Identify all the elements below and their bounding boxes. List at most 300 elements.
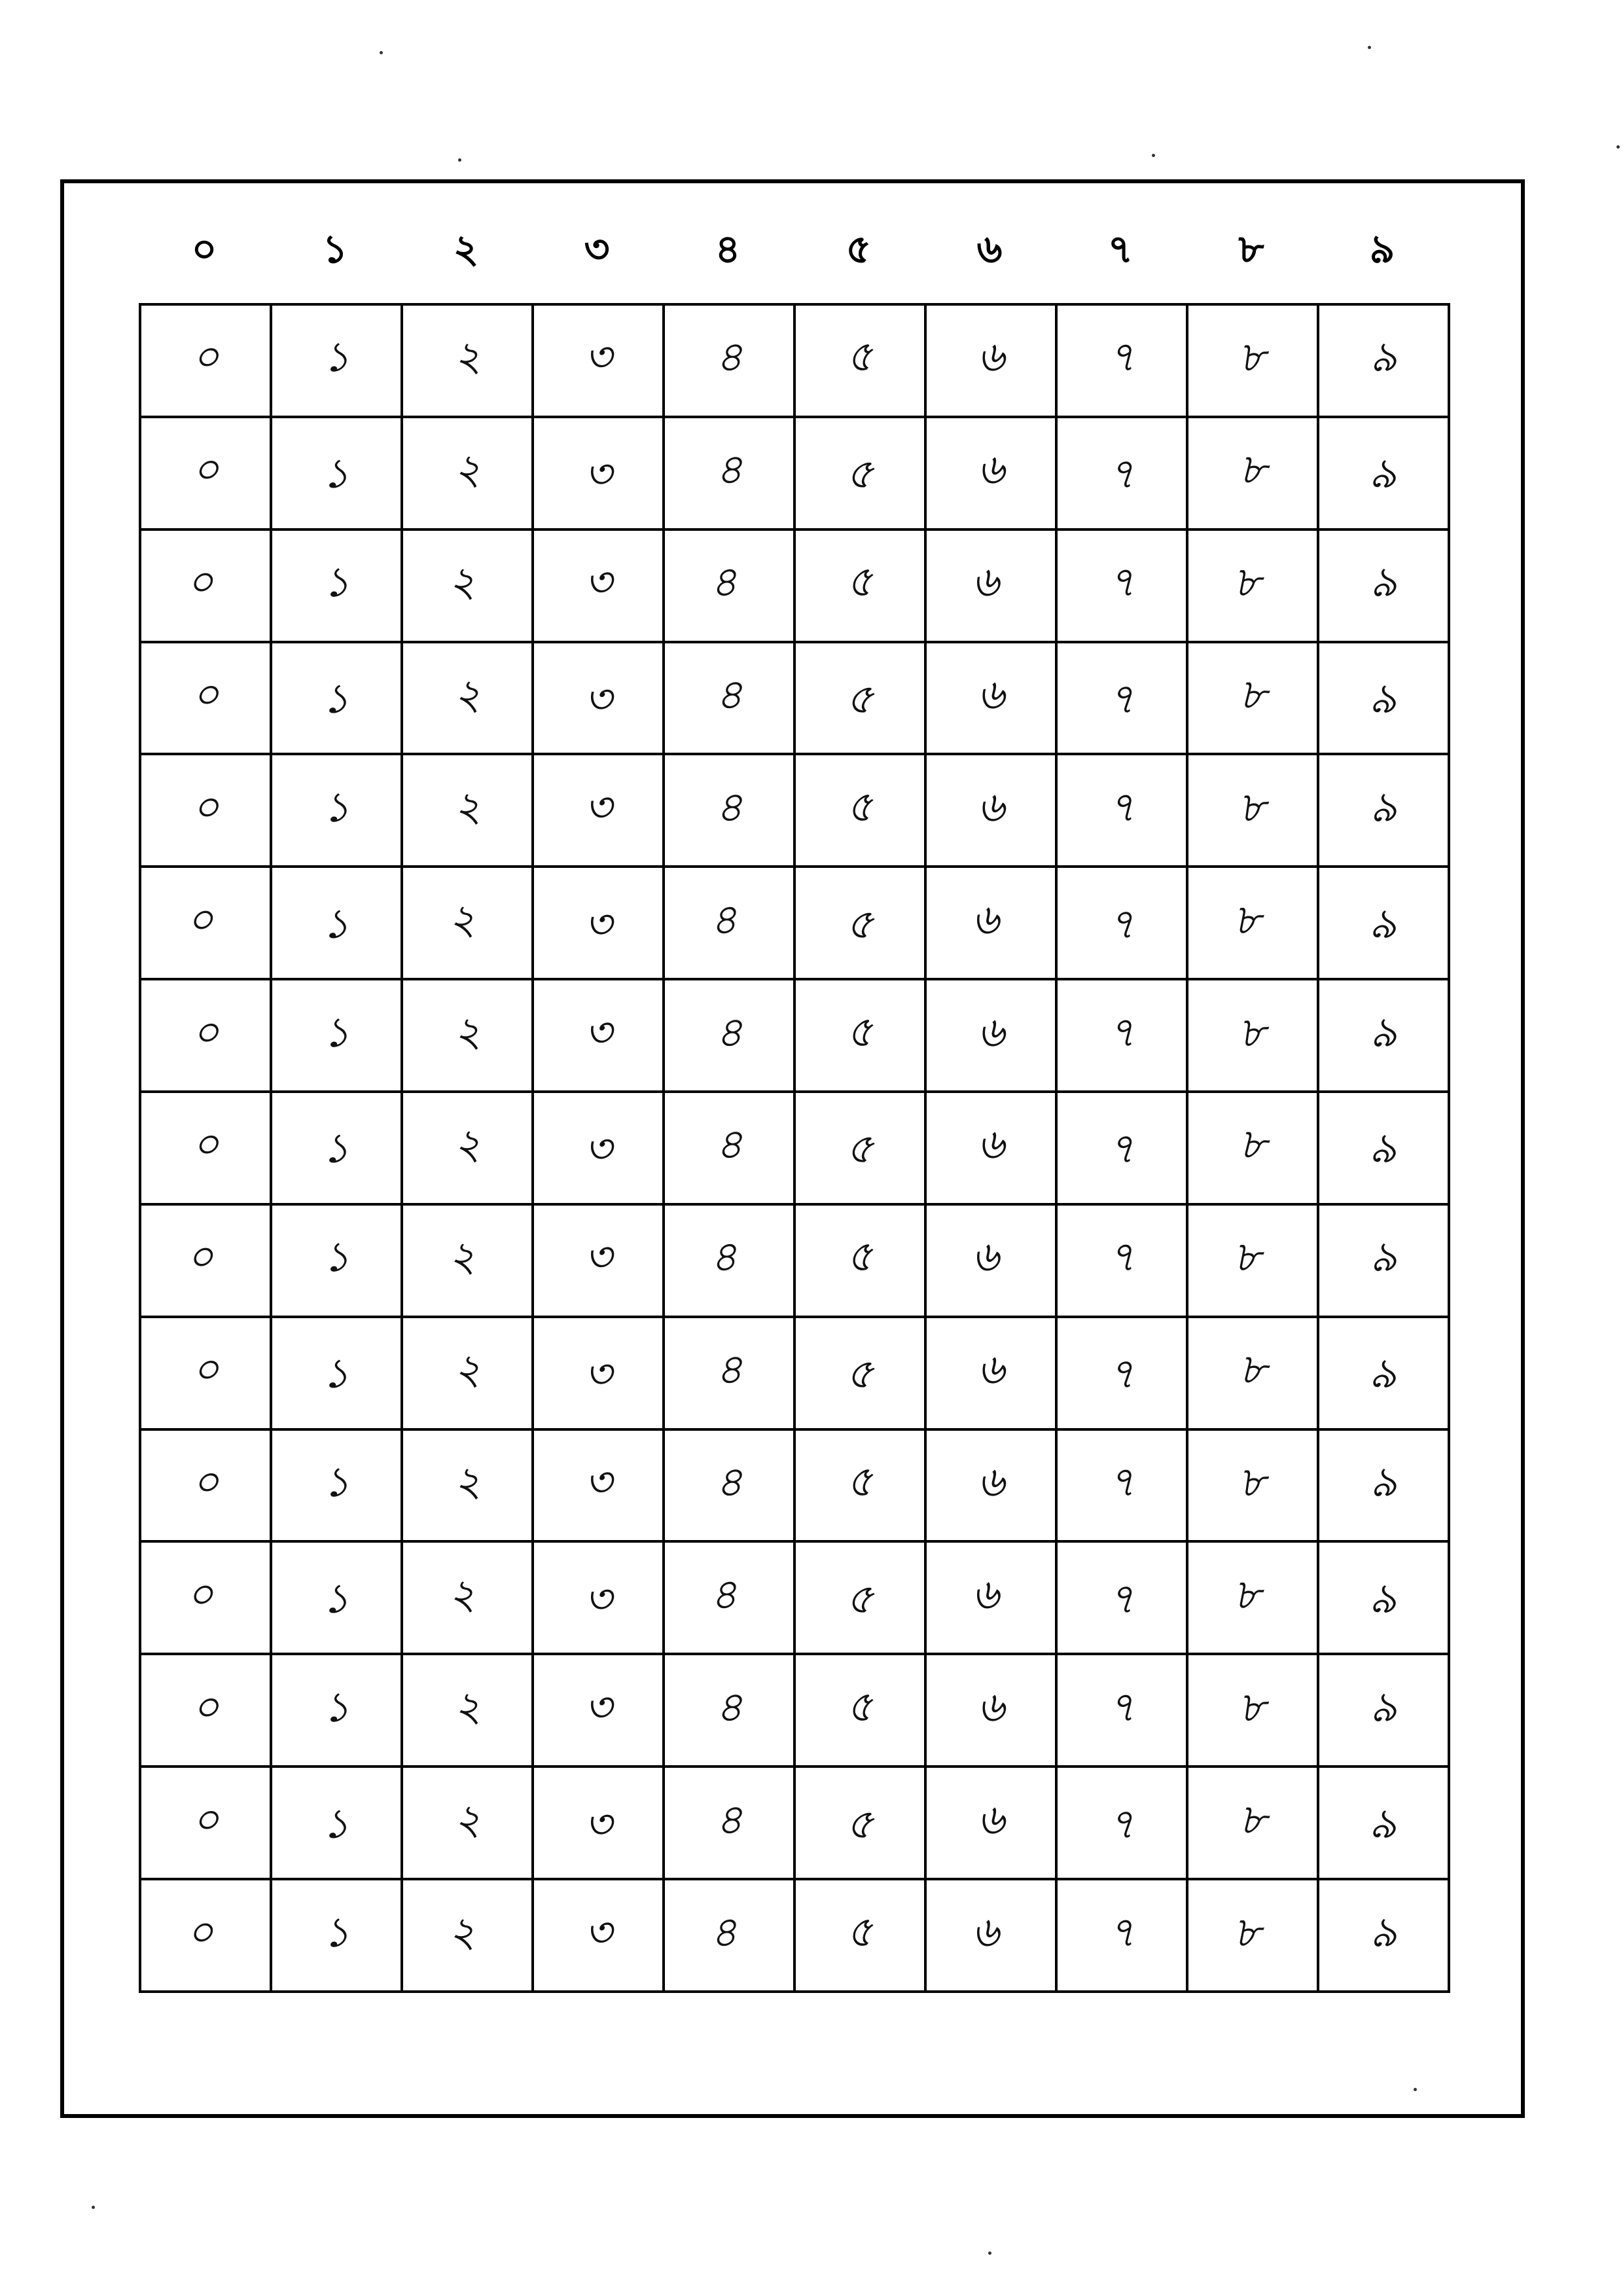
grid-cell xyxy=(1056,1204,1187,1317)
handwritten-digit: ৮ xyxy=(1232,558,1262,608)
scan-speck xyxy=(1414,2088,1417,2091)
grid-cell xyxy=(664,979,794,1092)
grid-cell xyxy=(794,979,925,1092)
handwritten-digit: ৯ xyxy=(1367,673,1399,725)
grid-row xyxy=(140,304,1449,417)
digit-grid-body xyxy=(140,304,1449,1992)
handwritten-digit: ৫ xyxy=(844,1007,876,1058)
grid-cell xyxy=(402,1654,533,1767)
grid-cell xyxy=(664,1879,794,1992)
handwritten-digit: ০ xyxy=(192,1458,219,1507)
grid-cell xyxy=(794,1541,925,1654)
handwritten-digit: ১ xyxy=(323,1233,350,1282)
handwritten-digit: ৫ xyxy=(844,781,876,833)
grid-cell xyxy=(1056,529,1187,642)
handwritten-digit: ১ xyxy=(320,899,352,950)
handwritten-digit: ৯ xyxy=(1370,333,1397,382)
grid-cell xyxy=(925,1541,1056,1654)
handwritten-digit: ৯ xyxy=(1370,1683,1397,1732)
grid-cell xyxy=(664,417,794,529)
handwritten-digit: ২ xyxy=(450,332,484,384)
grid-cell xyxy=(140,1317,271,1429)
grid-cell xyxy=(140,1092,271,1204)
grid-cell xyxy=(402,979,533,1092)
grid-row xyxy=(140,1654,1449,1767)
grid-cell xyxy=(1187,979,1318,1092)
handwritten-digit: ৫ xyxy=(844,557,876,609)
grid-cell xyxy=(140,529,271,642)
grid-cell xyxy=(140,754,271,867)
grid-cell xyxy=(533,1317,664,1429)
grid-cell xyxy=(271,1879,402,1992)
handwritten-digit: ২ xyxy=(450,1681,484,1733)
grid-row xyxy=(140,642,1449,755)
handwritten-digit: ৩ xyxy=(582,1573,614,1624)
handwritten-digit: ০ xyxy=(192,333,219,382)
handwritten-digit: ৪ xyxy=(709,1570,739,1620)
grid-cell xyxy=(533,304,664,417)
grid-cell xyxy=(925,1654,1056,1767)
handwritten-digit: ৯ xyxy=(1367,1798,1399,1850)
grid-cell xyxy=(1187,754,1318,867)
handwritten-digit: ৮ xyxy=(1232,1232,1262,1283)
handwritten-digit: ৪ xyxy=(715,1458,743,1507)
grid-cell xyxy=(533,1092,664,1204)
handwritten-digit: ০ xyxy=(185,1570,215,1620)
scan-speck xyxy=(92,2206,95,2209)
handwritten-digit: ৮ xyxy=(1236,1007,1269,1058)
grid-cell xyxy=(402,754,533,867)
handwritten-digit: ৩ xyxy=(582,1123,614,1175)
handwritten-digit: ৩ xyxy=(584,1908,612,1957)
grid-row xyxy=(140,417,1449,529)
grid-cell xyxy=(1318,1317,1449,1429)
grid-cell xyxy=(1318,417,1449,529)
grid-cell xyxy=(140,979,271,1092)
handwritten-digit: ৩ xyxy=(582,899,614,950)
grid-cell xyxy=(140,417,271,529)
handwritten-digit: ১ xyxy=(323,1683,350,1732)
grid-cell xyxy=(1056,1541,1187,1654)
scan-speck xyxy=(1368,46,1371,49)
handwritten-digit: ৮ xyxy=(1236,1457,1269,1509)
handwritten-digit: ১ xyxy=(323,1008,350,1057)
digit-header-row xyxy=(139,216,1448,288)
handwritten-digit: ৭ xyxy=(1108,1908,1135,1957)
handwritten-digit: ৬ xyxy=(977,1458,1005,1507)
handwritten-digit: ৮ xyxy=(1239,1121,1266,1170)
handwritten-digit: ৪ xyxy=(715,1683,743,1732)
handwritten-digit: ৯ xyxy=(1367,1348,1399,1399)
grid-cell xyxy=(925,979,1056,1092)
handwritten-digit: ৫ xyxy=(844,1573,876,1624)
handwritten-digit: ৮ xyxy=(1239,446,1266,495)
grid-cell xyxy=(140,1429,271,1542)
grid-cell xyxy=(664,1429,794,1542)
grid-cell xyxy=(664,1767,794,1879)
handwritten-digit: ৯ xyxy=(1370,1233,1397,1282)
grid-cell xyxy=(664,1204,794,1317)
grid-cell xyxy=(1318,867,1449,979)
grid-row xyxy=(140,529,1449,642)
grid-cell xyxy=(271,417,402,529)
handwritten-digit: ৪ xyxy=(715,1121,743,1170)
grid-cell xyxy=(794,1429,925,1542)
handwritten-digit: ৫ xyxy=(844,673,876,725)
scan-speck xyxy=(380,51,383,54)
handwritten-digit: ৬ xyxy=(977,446,1005,495)
handwritten-digit: ৭ xyxy=(1105,1573,1137,1624)
handwritten-digit: ৮ xyxy=(1232,1570,1262,1620)
grid-cell xyxy=(794,754,925,867)
header-digit-0: ০ xyxy=(191,226,217,272)
grid-cell xyxy=(402,1767,533,1879)
handwritten-digit: ১ xyxy=(323,1458,350,1507)
grid-cell xyxy=(664,529,794,642)
scan-speck xyxy=(1616,145,1620,149)
handwritten-digit: ৯ xyxy=(1367,1123,1399,1175)
handwritten-digit: ৮ xyxy=(1239,671,1266,719)
handwritten-digit: ২ xyxy=(454,446,481,495)
handwritten-digit: ৯ xyxy=(1370,1908,1397,1957)
grid-cell xyxy=(533,417,664,529)
header-digit-7: ৭ xyxy=(1107,226,1133,272)
header-digit-9: ৯ xyxy=(1369,226,1395,272)
handwritten-digit: ৩ xyxy=(582,448,614,499)
grid-cell xyxy=(925,1429,1056,1542)
grid-cell xyxy=(402,304,533,417)
handwritten-digit: ৭ xyxy=(1108,1233,1135,1282)
handwritten-digit: ৭ xyxy=(1105,1123,1137,1175)
grid-cell xyxy=(1056,1317,1187,1429)
handwritten-digit: ২ xyxy=(447,1907,477,1958)
handwritten-digit: ৫ xyxy=(844,448,876,499)
handwritten-digit: ৪ xyxy=(715,333,743,382)
grid-cell xyxy=(402,1204,533,1317)
scan-speck xyxy=(458,158,461,162)
handwritten-digit: ৬ xyxy=(977,1121,1005,1170)
grid-row xyxy=(140,979,1449,1092)
handwritten-digit: ৬ xyxy=(977,333,1005,382)
grid-cell xyxy=(533,1654,664,1767)
handwritten-digit-grid xyxy=(139,303,1450,1993)
grid-cell xyxy=(533,1429,664,1542)
grid-cell xyxy=(402,1541,533,1654)
grid-row xyxy=(140,754,1449,867)
header-digit-5: ৫ xyxy=(846,226,872,272)
grid-cell xyxy=(1187,417,1318,529)
header-digit-8: ৮ xyxy=(1238,226,1264,272)
grid-cell xyxy=(1056,304,1187,417)
grid-cell xyxy=(925,867,1056,979)
grid-cell xyxy=(1318,1429,1449,1542)
handwritten-digit: ৫ xyxy=(844,1348,876,1399)
handwritten-digit: ০ xyxy=(192,783,219,832)
grid-cell xyxy=(794,1092,925,1204)
handwritten-digit: ৫ xyxy=(844,1123,876,1175)
grid-cell xyxy=(271,1317,402,1429)
grid-cell xyxy=(402,1092,533,1204)
handwritten-digit: ৪ xyxy=(709,558,739,608)
grid-cell xyxy=(925,754,1056,867)
handwritten-digit: ৪ xyxy=(715,1346,743,1395)
grid-cell xyxy=(271,1204,402,1317)
handwritten-digit: ৬ xyxy=(977,1795,1005,1844)
handwritten-digit: ৮ xyxy=(1232,1907,1262,1958)
grid-cell xyxy=(1187,1092,1318,1204)
handwritten-digit: ৪ xyxy=(709,1232,739,1283)
handwritten-digit: ৭ xyxy=(1105,673,1137,725)
handwritten-digit: ৮ xyxy=(1239,1346,1266,1395)
grid-cell xyxy=(1318,304,1449,417)
handwritten-digit: ৫ xyxy=(844,332,876,384)
grid-cell xyxy=(533,529,664,642)
handwritten-digit: ০ xyxy=(192,1121,219,1170)
grid-cell xyxy=(664,1317,794,1429)
handwritten-digit: ২ xyxy=(447,895,477,945)
grid-cell xyxy=(1318,642,1449,755)
grid-cell xyxy=(1187,529,1318,642)
handwritten-digit: ৬ xyxy=(971,558,1001,608)
grid-cell xyxy=(1056,1092,1187,1204)
handwritten-digit: ৪ xyxy=(715,446,743,495)
handwritten-digit: ৩ xyxy=(584,558,612,607)
grid-cell xyxy=(1187,1317,1318,1429)
grid-cell xyxy=(794,417,925,529)
handwritten-digit: ৭ xyxy=(1108,783,1135,832)
header-digit-6: ৬ xyxy=(976,226,1003,272)
handwritten-digit: ৬ xyxy=(977,1008,1005,1057)
grid-cell xyxy=(533,979,664,1092)
handwritten-digit: ২ xyxy=(450,1007,484,1058)
handwritten-digit: ৯ xyxy=(1370,1008,1397,1057)
handwritten-digit: ৭ xyxy=(1105,1798,1137,1850)
header-digit-2: ২ xyxy=(453,226,479,272)
handwritten-digit: ৩ xyxy=(584,783,612,832)
handwritten-digit: ০ xyxy=(192,671,219,719)
handwritten-digit: ৭ xyxy=(1108,1683,1135,1732)
grid-cell xyxy=(140,867,271,979)
grid-cell xyxy=(140,1541,271,1654)
handwritten-digit: ০ xyxy=(192,1795,219,1844)
handwritten-digit: ৬ xyxy=(971,1907,1001,1958)
header-digit-4: ৪ xyxy=(715,226,741,272)
grid-cell xyxy=(271,1092,402,1204)
grid-cell xyxy=(794,642,925,755)
handwritten-digit: ৮ xyxy=(1236,332,1269,384)
grid-cell xyxy=(1187,1204,1318,1317)
grid-cell xyxy=(1056,979,1187,1092)
handwritten-digit: ৬ xyxy=(971,1570,1001,1620)
grid-cell xyxy=(533,1879,664,1992)
grid-row xyxy=(140,1767,1449,1879)
handwritten-digit: ৫ xyxy=(844,1232,876,1283)
grid-cell xyxy=(271,642,402,755)
grid-cell xyxy=(1056,867,1187,979)
grid-cell xyxy=(925,1767,1056,1879)
handwritten-digit: ৩ xyxy=(584,333,612,382)
grid-cell xyxy=(1056,417,1187,529)
grid-cell xyxy=(1187,867,1318,979)
handwritten-digit: ০ xyxy=(185,895,215,945)
handwritten-digit: ৮ xyxy=(1236,1681,1269,1733)
handwritten-digit: ৭ xyxy=(1108,558,1135,607)
handwritten-digit: ১ xyxy=(323,333,350,382)
handwritten-digit: ৯ xyxy=(1367,448,1399,499)
grid-cell xyxy=(402,867,533,979)
handwritten-digit: ৯ xyxy=(1370,783,1397,832)
handwritten-digit: ০ xyxy=(192,1008,219,1057)
grid-cell xyxy=(271,529,402,642)
handwritten-digit: ২ xyxy=(454,671,481,719)
handwritten-digit: ০ xyxy=(192,1346,219,1395)
handwritten-digit: ৪ xyxy=(715,783,743,832)
handwritten-digit: ৬ xyxy=(977,1683,1005,1732)
grid-cell xyxy=(1318,754,1449,867)
grid-cell xyxy=(1318,1767,1449,1879)
handwritten-digit: ১ xyxy=(320,1798,352,1850)
grid-row xyxy=(140,1204,1449,1317)
handwritten-digit: ২ xyxy=(454,1795,481,1844)
grid-cell xyxy=(664,1541,794,1654)
scan-speck xyxy=(1152,154,1155,157)
grid-cell xyxy=(794,304,925,417)
grid-cell xyxy=(794,1767,925,1879)
grid-cell xyxy=(925,417,1056,529)
handwritten-digit: ১ xyxy=(320,673,352,725)
grid-cell xyxy=(533,1204,664,1317)
grid-row xyxy=(140,1317,1449,1429)
handwritten-digit: ৬ xyxy=(977,1346,1005,1395)
grid-cell xyxy=(925,1879,1056,1992)
grid-row xyxy=(140,1092,1449,1204)
handwritten-digit: ২ xyxy=(450,781,484,833)
grid-cell xyxy=(664,1092,794,1204)
handwritten-digit: ৩ xyxy=(582,673,614,725)
grid-cell xyxy=(1056,1879,1187,1992)
grid-cell xyxy=(140,304,271,417)
grid-cell xyxy=(533,1541,664,1654)
handwritten-digit: ৯ xyxy=(1370,558,1397,607)
grid-cell xyxy=(271,754,402,867)
handwritten-digit: ৫ xyxy=(844,1457,876,1509)
grid-cell xyxy=(794,1654,925,1767)
handwritten-digit: ৬ xyxy=(971,895,1001,945)
handwritten-digit: ৫ xyxy=(844,1907,876,1958)
handwritten-digit: ২ xyxy=(454,1346,481,1395)
handwritten-digit: ২ xyxy=(450,1457,484,1509)
handwritten-digit: ৩ xyxy=(584,1008,612,1057)
grid-cell xyxy=(1187,1879,1318,1992)
grid-cell xyxy=(1318,1879,1449,1992)
grid-cell xyxy=(533,1767,664,1879)
handwritten-digit: ১ xyxy=(323,1908,350,1957)
grid-cell xyxy=(1056,1654,1187,1767)
grid-cell xyxy=(402,642,533,755)
handwritten-digit: ১ xyxy=(320,1348,352,1399)
grid-cell xyxy=(1187,642,1318,755)
handwritten-digit: ৩ xyxy=(584,1458,612,1507)
handwritten-digit: ৪ xyxy=(715,671,743,719)
grid-cell xyxy=(533,642,664,755)
grid-cell xyxy=(794,1204,925,1317)
handwritten-digit: ৯ xyxy=(1367,899,1399,950)
grid-cell xyxy=(1187,1429,1318,1542)
handwritten-digit: ০ xyxy=(185,558,215,608)
handwritten-digit: ১ xyxy=(320,1573,352,1624)
grid-cell xyxy=(925,529,1056,642)
grid-cell xyxy=(402,529,533,642)
header-digit-3: ৩ xyxy=(584,226,610,272)
grid-cell xyxy=(271,1429,402,1542)
handwritten-digit: ২ xyxy=(447,1570,477,1620)
handwritten-digit: ২ xyxy=(447,1232,477,1283)
grid-cell xyxy=(140,1204,271,1317)
grid-cell xyxy=(1187,1654,1318,1767)
grid-cell xyxy=(1187,304,1318,417)
grid-cell xyxy=(1187,1541,1318,1654)
grid-cell xyxy=(271,1654,402,1767)
grid-cell xyxy=(402,1429,533,1542)
grid-row xyxy=(140,867,1449,979)
scan-speck xyxy=(988,2251,991,2255)
handwritten-digit: ১ xyxy=(320,1123,352,1175)
grid-cell xyxy=(664,867,794,979)
grid-cell xyxy=(271,979,402,1092)
grid-cell xyxy=(664,642,794,755)
grid-cell xyxy=(402,1317,533,1429)
handwritten-digit: ০ xyxy=(192,1683,219,1732)
grid-cell xyxy=(1318,979,1449,1092)
handwritten-digit: ৭ xyxy=(1105,899,1137,950)
grid-row xyxy=(140,1429,1449,1542)
grid-cell xyxy=(1318,1204,1449,1317)
handwritten-digit: ৬ xyxy=(971,1232,1001,1283)
handwritten-digit: ৩ xyxy=(584,1683,612,1732)
handwritten-digit: ১ xyxy=(323,558,350,607)
handwritten-digit: ৪ xyxy=(715,1795,743,1844)
grid-cell xyxy=(925,304,1056,417)
grid-cell xyxy=(794,1317,925,1429)
grid-cell xyxy=(664,754,794,867)
grid-cell xyxy=(271,1541,402,1654)
header-digit-1: ১ xyxy=(322,226,348,272)
handwritten-digit: ৮ xyxy=(1239,1795,1266,1844)
grid-cell xyxy=(1056,1429,1187,1542)
handwritten-digit: ২ xyxy=(454,1121,481,1170)
handwritten-digit: ৫ xyxy=(844,899,876,950)
handwritten-digit: ৪ xyxy=(709,895,739,945)
handwritten-digit: ৭ xyxy=(1108,333,1135,382)
grid-cell xyxy=(1318,1541,1449,1654)
grid-cell xyxy=(140,1879,271,1992)
handwritten-digit: ৭ xyxy=(1108,1008,1135,1057)
handwritten-digit: ৪ xyxy=(709,1907,739,1958)
handwritten-digit: ৮ xyxy=(1232,895,1262,945)
grid-cell xyxy=(1187,1767,1318,1879)
grid-cell xyxy=(140,1767,271,1879)
handwritten-digit: ১ xyxy=(323,783,350,832)
grid-cell xyxy=(794,1879,925,1992)
grid-cell xyxy=(271,1767,402,1879)
grid-cell xyxy=(140,642,271,755)
handwritten-digit: ৮ xyxy=(1236,781,1269,833)
handwritten-digit: ৫ xyxy=(844,1681,876,1733)
handwritten-digit: ১ xyxy=(320,448,352,499)
grid-cell xyxy=(1318,1092,1449,1204)
handwritten-digit: ৪ xyxy=(715,1008,743,1057)
grid-cell xyxy=(1056,642,1187,755)
